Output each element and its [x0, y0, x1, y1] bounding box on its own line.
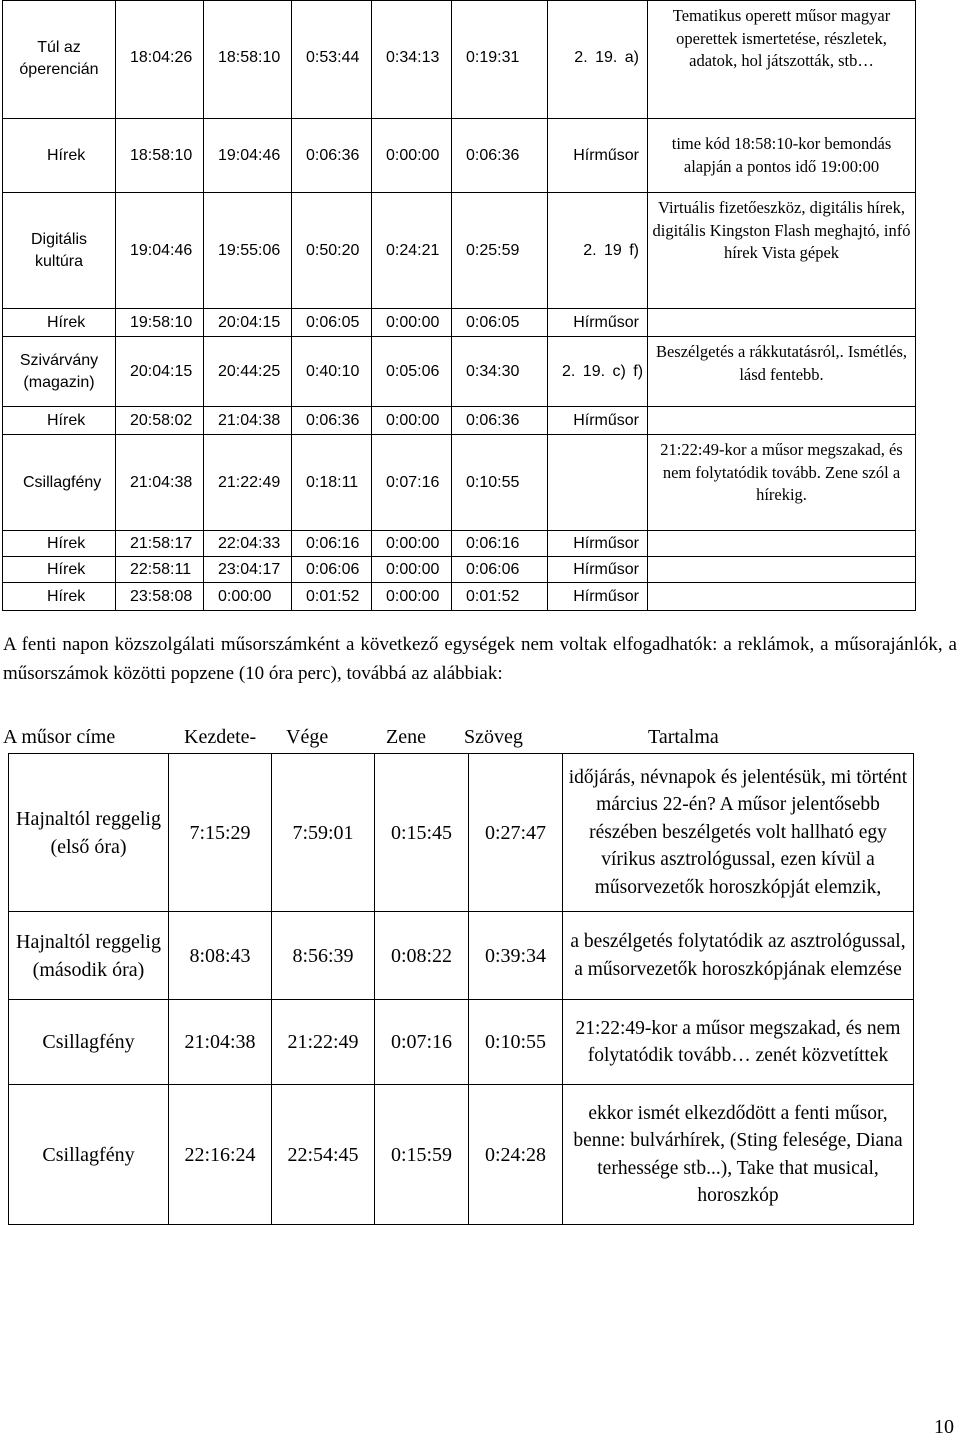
text-time: 0:27:47 [469, 754, 563, 912]
program-name: Szivárvány (magazin) [3, 337, 116, 407]
start-time: 7:15:29 [169, 754, 272, 912]
content-category [548, 435, 648, 531]
text-time: 0:06:16 [452, 531, 548, 557]
start-time: 20:04:15 [116, 337, 204, 407]
program-content: ekkor ismét elkezdődött a fenti műsor, benne: bulvárhírek, (Sting felesége, Diana terhessége stb...), Take that musical, horoszkóp [563, 1085, 914, 1225]
duration: 0:06:36 [292, 119, 372, 193]
program-content: a beszélgetés folytatódik az asztrológussal, a műsorvezetők horoszkópjának elemzése [563, 912, 914, 1000]
program-note [648, 557, 916, 583]
program-name: Hírek [3, 407, 116, 435]
duration: 0:50:20 [292, 193, 372, 309]
table-row [9, 754, 914, 912]
end-time: 21:22:49 [272, 1000, 375, 1085]
table-row [3, 193, 916, 309]
content-category: Hírműsor [548, 309, 648, 337]
end-time: 20:04:15 [204, 309, 292, 337]
header-end: Vége [286, 726, 329, 748]
start-time: 22:58:11 [116, 557, 204, 583]
start-time: 18:04:26 [116, 1, 204, 119]
text-time: 0:24:28 [469, 1085, 563, 1225]
content-category: 2. 19. a) [548, 1, 648, 119]
content-category: Hírműsor [548, 119, 648, 193]
content-category: Hírműsor [548, 531, 648, 557]
table-row [3, 435, 916, 531]
header-start: Kezdete- [184, 726, 257, 748]
music-time: 0:00:00 [372, 309, 452, 337]
start-time: 21:04:38 [116, 435, 204, 531]
body-paragraph: A fenti napon közszolgálati műsorszámként a következő egységek nem voltak elfogadhatók: a reklámok, a műsorajánlók, a műsorszámok közötti popzene (10 óra perc), továbbá az alábbiak: [3, 634, 957, 684]
content-category: Hírműsor [548, 557, 648, 583]
table-row [3, 407, 916, 435]
duration: 0:01:52 [292, 583, 372, 611]
text-time: 0:25:59 [452, 193, 548, 309]
end-time: 0:00:00 [204, 583, 292, 611]
text-time: 0:34:30 [452, 337, 548, 407]
table2-header [0, 726, 960, 754]
end-time: 19:55:06 [204, 193, 292, 309]
program-note: time kód 18:58:10-kor bemondás alapján a pontos idő 19:00:00 [648, 119, 916, 193]
program-name: Digitális kultúra [3, 193, 116, 309]
music-time: 0:00:00 [372, 531, 452, 557]
page-number: 10 [934, 1416, 954, 1438]
header-text: Szöveg [464, 726, 523, 748]
start-time: 8:08:43 [169, 912, 272, 1000]
program-name: Hírek [3, 119, 116, 193]
program-name: Hírek [3, 557, 116, 583]
content-category: 2. 19. c) f) [548, 337, 648, 407]
duration: 0:06:36 [292, 407, 372, 435]
table-row [9, 1000, 914, 1085]
end-time: 22:54:45 [272, 1085, 375, 1225]
end-time: 23:04:17 [204, 557, 292, 583]
table-row [3, 1, 916, 119]
music-time: 0:34:13 [372, 1, 452, 119]
music-time: 0:08:22 [375, 912, 469, 1000]
end-time: 18:58:10 [204, 1, 292, 119]
program-note [648, 531, 916, 557]
music-time: 0:05:06 [372, 337, 452, 407]
start-time: 18:58:10 [116, 119, 204, 193]
music-time: 0:15:45 [375, 754, 469, 912]
content-category: Hírműsor [548, 407, 648, 435]
program-name: Hírek [3, 309, 116, 337]
table-row [3, 531, 916, 557]
duration: 0:06:16 [292, 531, 372, 557]
music-time: 0:00:00 [372, 557, 452, 583]
text-time: 0:06:36 [452, 407, 548, 435]
end-time: 7:59:01 [272, 754, 375, 912]
music-time: 0:00:00 [372, 583, 452, 611]
music-time: 0:00:00 [372, 119, 452, 193]
table-row [3, 309, 916, 337]
program-name: Csillagfény [9, 1085, 169, 1225]
start-time: 20:58:02 [116, 407, 204, 435]
end-time: 8:56:39 [272, 912, 375, 1000]
end-time: 22:04:33 [204, 531, 292, 557]
text-time: 0:06:05 [452, 309, 548, 337]
table-row [3, 583, 916, 611]
music-time: 0:24:21 [372, 193, 452, 309]
text-time: 0:10:55 [469, 1000, 563, 1085]
program-note: Beszélgetés a rákkutatásról,. Ismétlés, lásd fentebb. [648, 337, 916, 407]
music-time: 0:07:16 [372, 435, 452, 531]
program-note [648, 407, 916, 435]
header-music: Zene [386, 726, 426, 748]
program-note: 21:22:49-kor a műsor megszakad, és nem folytatódik tovább. Zene szól a hírekig. [648, 435, 916, 531]
text-time: 0:19:31 [452, 1, 548, 119]
program-note: Tematikus operett műsor magyar operettek ismertetése, részletek, adatok, hol játszották, stb… [648, 1, 916, 119]
music-time: 0:15:59 [375, 1085, 469, 1225]
end-time: 21:04:38 [204, 407, 292, 435]
duration: 0:06:06 [292, 557, 372, 583]
program-name: Csillagfény [9, 1000, 169, 1085]
table-row [9, 1085, 914, 1225]
table-row [9, 912, 914, 1000]
table-row [3, 557, 916, 583]
program-name: Túl az óperencián [3, 1, 116, 119]
text-time: 0:10:55 [452, 435, 548, 531]
end-time: 21:22:49 [204, 435, 292, 531]
duration: 0:06:05 [292, 309, 372, 337]
program-name: Hírek [3, 583, 116, 611]
text-time: 0:01:52 [452, 583, 548, 611]
table-row [3, 119, 916, 193]
text-time: 0:06:06 [452, 557, 548, 583]
start-time: 23:58:08 [116, 583, 204, 611]
duration: 0:18:11 [292, 435, 372, 531]
program-content: időjárás, névnapok és jelentésük, mi történt március 22-én? A műsor jelentősebb részében beszélgetés volt hallható egy vírikus asztrológussal, ezen kívül a műsorvezetők horoszkópját elemzik, [563, 754, 914, 912]
header-content: Tartalma [648, 726, 719, 748]
music-time: 0:07:16 [375, 1000, 469, 1085]
program-name: Hajnaltól reggelig (első óra) [9, 754, 169, 912]
header-title: A műsor címe [3, 726, 116, 748]
duration: 0:40:10 [292, 337, 372, 407]
start-time: 19:58:10 [116, 309, 204, 337]
text-time: 0:06:36 [452, 119, 548, 193]
start-time: 21:04:38 [169, 1000, 272, 1085]
content-category: Hírműsor [548, 583, 648, 611]
end-time: 20:44:25 [204, 337, 292, 407]
start-time: 19:04:46 [116, 193, 204, 309]
program-content: 21:22:49-kor a műsor megszakad, és nem folytatódik tovább… zenét közvetíttek [563, 1000, 914, 1085]
content-category: 2. 19 f) [548, 193, 648, 309]
end-time: 19:04:46 [204, 119, 292, 193]
program-note [648, 309, 916, 337]
broadcast-schedule-table [2, 0, 916, 611]
music-time: 0:00:00 [372, 407, 452, 435]
program-name: Hírek [3, 531, 116, 557]
text-time: 0:39:34 [469, 912, 563, 1000]
program-note [648, 583, 916, 611]
program-note: Virtuális fizetőeszköz, digitális hírek, digitális Kingston Flash meghajtó, infó hírek Vista gépek [648, 193, 916, 309]
duration: 0:53:44 [292, 1, 372, 119]
table-row [3, 337, 916, 407]
program-name: Hajnaltól reggelig (második óra) [9, 912, 169, 1000]
start-time: 21:58:17 [116, 531, 204, 557]
start-time: 22:16:24 [169, 1085, 272, 1225]
program-name: Csillagfény [3, 435, 116, 531]
unacceptable-programs-table [8, 753, 914, 1225]
